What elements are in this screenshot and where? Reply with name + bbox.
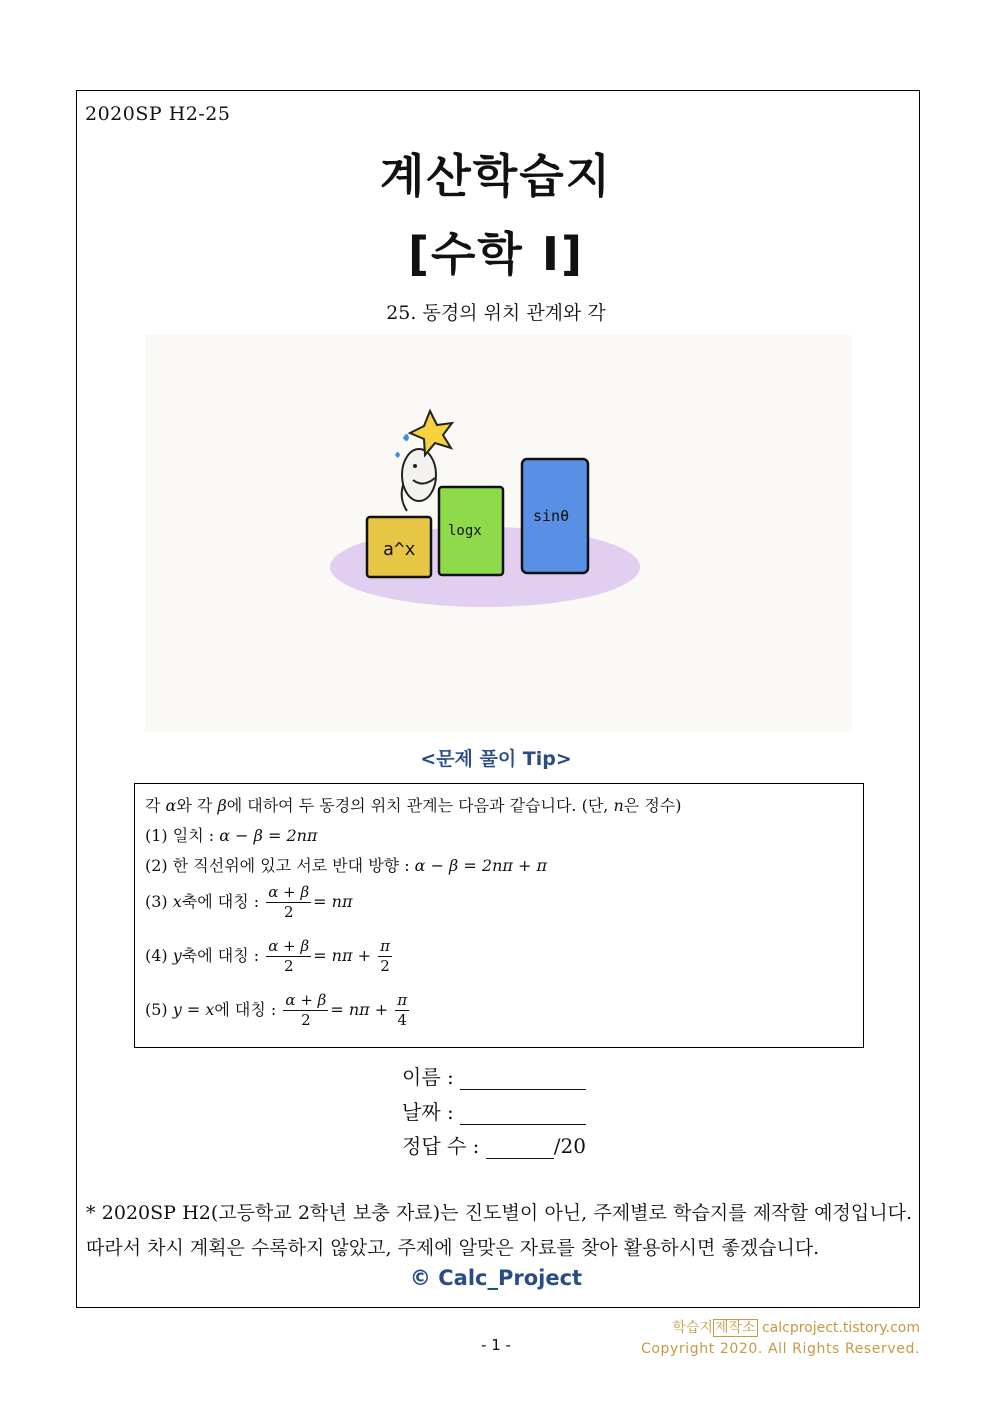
tip-item-2-equation: α − β = 2nπ + π xyxy=(414,856,547,875)
tip-intro-d: 은 정수) xyxy=(623,796,682,815)
tip-item-5 xyxy=(145,991,411,1030)
tip-item-5-text: 에 대칭 : xyxy=(214,1000,282,1019)
tip-intro-alpha: α xyxy=(165,796,177,815)
tip-item-4-rhs: = nπ + xyxy=(313,946,371,965)
tip-item-4-text: 축에 대칭 : xyxy=(181,946,265,965)
tip-item-5-var: y = x xyxy=(172,1000,215,1019)
tip-item-3-fraction xyxy=(266,883,311,922)
fraction-denominator: 2 xyxy=(301,1011,311,1029)
tip-item-4 xyxy=(145,937,394,976)
page-number: - 1 - xyxy=(481,1336,511,1354)
tip-item-1 xyxy=(145,823,317,846)
tip-item-1-equation: α − β = 2nπ xyxy=(219,826,318,845)
tip-intro-n: n xyxy=(613,796,624,815)
tip-item-4-label: (4) xyxy=(145,946,173,965)
fraction-denominator: 4 xyxy=(397,1011,407,1029)
calc-project-credit: © Calc_Project xyxy=(409,1266,583,1290)
fraction-numerator: α + β xyxy=(285,991,327,1009)
date-field xyxy=(402,1096,586,1125)
notice-text: * 2020SP H2(고등학교 2학년 보충 자료)는 진도별이 아닌, 주제별로 학습지를 제작할 예정입니다. 따라서 차시 계획은 수록하지 않았고, 주제에 알맞은 자료를 찾아 활용하시면 좋겠습니다. xyxy=(86,1202,912,1259)
footer-brand-b: 제작소 xyxy=(714,1320,756,1336)
date-label: 날짜 : xyxy=(402,1100,461,1124)
tip-item-3-text: 축에 대칭 : xyxy=(181,892,265,911)
score-field xyxy=(402,1130,586,1159)
climbing-character xyxy=(402,449,436,511)
illustration-svg xyxy=(145,335,852,732)
tip-item-5-fraction xyxy=(283,991,328,1030)
tip-item-3 xyxy=(145,883,352,922)
block-label-logx: logx xyxy=(448,523,482,539)
cover-illustration xyxy=(145,335,852,732)
tip-item-3-label: (3) xyxy=(145,892,173,911)
topic-title: 25. 동경의 위치 관계와 각 xyxy=(386,302,606,324)
sweat-drop-icon xyxy=(403,434,409,441)
tip-item-5-label: (5) xyxy=(145,1000,173,1019)
tip-item-4-fraction-pi xyxy=(378,937,392,976)
worksheet-code: 2020SP H2-25 xyxy=(85,103,231,125)
footer-url[interactable]: calcproject.tistory.com xyxy=(757,1320,920,1336)
name-field xyxy=(402,1061,586,1090)
page-title: 계산학습지 xyxy=(379,149,613,203)
fraction-numerator: π xyxy=(380,937,390,955)
tip-item-4-fraction xyxy=(266,937,311,976)
subject-title: [수학 I] xyxy=(407,227,585,281)
tip-item-2 xyxy=(145,853,547,876)
tip-intro-a: 각 xyxy=(145,796,166,815)
sweat-drop-icon-2 xyxy=(395,452,400,458)
score-label: 정답 수 : xyxy=(402,1134,486,1158)
footer-brand-a: 학습지 xyxy=(672,1320,713,1336)
fraction-numerator: α + β xyxy=(268,937,310,955)
footer-rights: Copyright 2020. All Rights Reserved. xyxy=(640,1341,920,1357)
tip-item-3-rhs: = nπ xyxy=(313,892,353,911)
tip-item-2-label: (2) 한 직선위에 있고 서로 반대 방향 : xyxy=(145,856,415,875)
tip-item-1-label: (1) 일치 : xyxy=(145,826,220,845)
fraction-numerator: α + β xyxy=(268,883,310,901)
score-total: /20 xyxy=(553,1134,586,1158)
block-label-sin: sinθ xyxy=(533,507,570,525)
tip-intro-beta: β xyxy=(217,796,227,815)
fraction-numerator: π xyxy=(397,991,408,1009)
tip-heading: <문제 풀이 Tip> xyxy=(420,748,572,770)
fraction-denominator: 2 xyxy=(380,957,390,975)
tip-intro-c: 에 대하여 두 동경의 위치 관계는 다음과 같습니다. (단, xyxy=(226,796,614,815)
tip-box xyxy=(134,783,864,1048)
tip-intro-b: 와 각 xyxy=(176,796,218,815)
tip-item-5-fraction-pi xyxy=(395,991,409,1030)
block-label-ax: a^x xyxy=(383,539,416,560)
footer-brand xyxy=(672,1317,920,1337)
fraction-denominator: 2 xyxy=(283,903,294,921)
name-label: 이름 : xyxy=(402,1065,461,1089)
tip-intro xyxy=(145,793,681,816)
fraction-denominator: 2 xyxy=(283,957,294,975)
score-input[interactable] xyxy=(486,1138,554,1159)
name-input[interactable] xyxy=(460,1069,586,1090)
tip-item-5-rhs: = nπ + xyxy=(330,1000,389,1019)
date-input[interactable] xyxy=(460,1104,586,1125)
tip-item-3-var: x xyxy=(172,892,182,911)
tip-item-4-var: y xyxy=(172,946,182,965)
